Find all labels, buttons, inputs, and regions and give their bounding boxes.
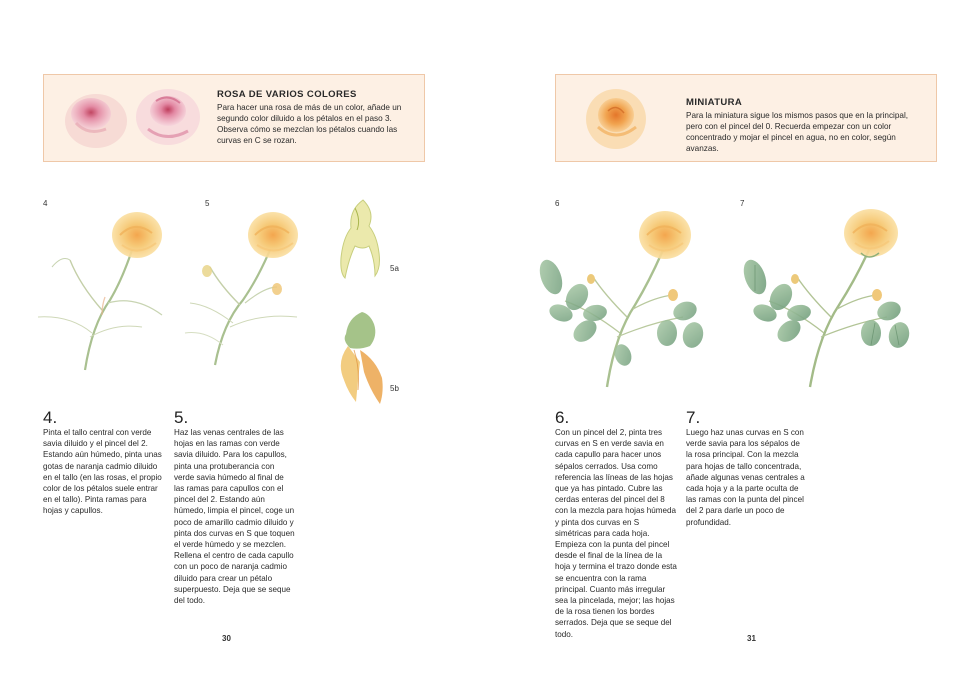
step-text-7: Luego haz unas curvas en S con verde savia para los sépalos de la rosa principal. Con la mezcla para hojas de tallo concentrada, añade algunas venas centrales a cada hoja y a la parte oculta de las ramas con la punta del pincel del 2 para darle un poco de profundidad. [686, 428, 805, 527]
step-text-5: Haz las venas centrales de las hojas en las ramas con verde savia diluido. Para los capullos, pinta una protuberancia con verde savia húmedo al final de las ramas para capullos con el pincel del 2. Estando aún húmedo, limpia el pincel, coge un poco de amarillo cadmio diluido y pinta dos curvas en S que toquen el verde húmedo y se mezclen. Rellena el centro de cada capullo con un poco de naranja cadmio diluido para crear un pétalo superpuesto. Deja que se seque del todo. [174, 428, 295, 606]
rose-stem-illustration-step5 [185, 205, 325, 375]
step-number-5: 5. [174, 408, 189, 427]
callout-title: ROSA DE VARIOS COLORES [217, 89, 357, 100]
callout-title: MINIATURA [686, 97, 743, 108]
callout-miniature [555, 74, 937, 162]
rose-watercolor-orange-icon [584, 83, 648, 151]
step-label-4: 4 [43, 199, 48, 208]
step-label-6: 6 [555, 199, 560, 208]
bud-detail-5a-icon [335, 198, 385, 283]
step-7-block [686, 409, 808, 528]
rose-with-leaves-illustration-step6 [535, 205, 715, 390]
rose-with-leaves-illustration-step7 [735, 205, 920, 390]
page-number-right: 31 [747, 634, 756, 643]
step-number-7: 7. [686, 408, 701, 427]
callout-body: Para la miniatura sigue los mismos pasos que en la principal, pero con el pincel del 0. Recuerda empezar con un color concentrado y mojar el pincel en agua, no en color, según avanzas. [686, 111, 909, 153]
rose-stem-illustration-step4 [30, 205, 170, 375]
step-label-5: 5 [205, 199, 210, 208]
rose-watercolor-pink-icon [56, 81, 211, 157]
bud-detail-5b-icon [330, 310, 390, 405]
callout-multicolor-rose [43, 74, 425, 162]
callout-body: Para hacer una rosa de más de un color, añade un segundo color diluido a los pétalos en el paso 3. Observa cómo se mezclan los pétalos cuando las curvas en C se rozan. [217, 103, 402, 145]
step-5-block [174, 409, 296, 606]
step-6-block [555, 409, 677, 640]
page-number-left: 30 [222, 634, 231, 643]
step-text-6: Con un pincel del 2, pinta tres curvas en S en verde savia en cada capullo para hacer unos sépalos cerrados. Usa como referencia las líneas de las hojas que ya has pintado. Cubre las cerdas enteras del pincel del 8 con la mezcla para hojas húmeda y pinta dos curvas en S simétricas para cada hoja. Empieza con la punta del pincel desde el final de la línea de la hoja y termina el trazo donde esta se encuentra con la rama principal. Cuanto más irregular sea la pincelada, mejor; las hojas de la rosa tienen los bordes serrados. Deja que se seque del todo. [555, 428, 677, 639]
sub-label-5b: 5b [390, 384, 399, 393]
sub-label-5a: 5a [390, 264, 399, 273]
step-4-block [43, 409, 163, 517]
step-number-4: 4. [43, 408, 58, 427]
step-label-7: 7 [740, 199, 745, 208]
step-number-6: 6. [555, 408, 570, 427]
step-text-4: Pinta el tallo central con verde savia diluido y el pincel del 2. Estando aún húmedo, pinta unas gotas de naranja cadmio diluido en el tallo (en las rosas, el propio color de los pétalos suele entrar en el tallo). Pinta ramas para hojas y capullos. [43, 428, 162, 516]
